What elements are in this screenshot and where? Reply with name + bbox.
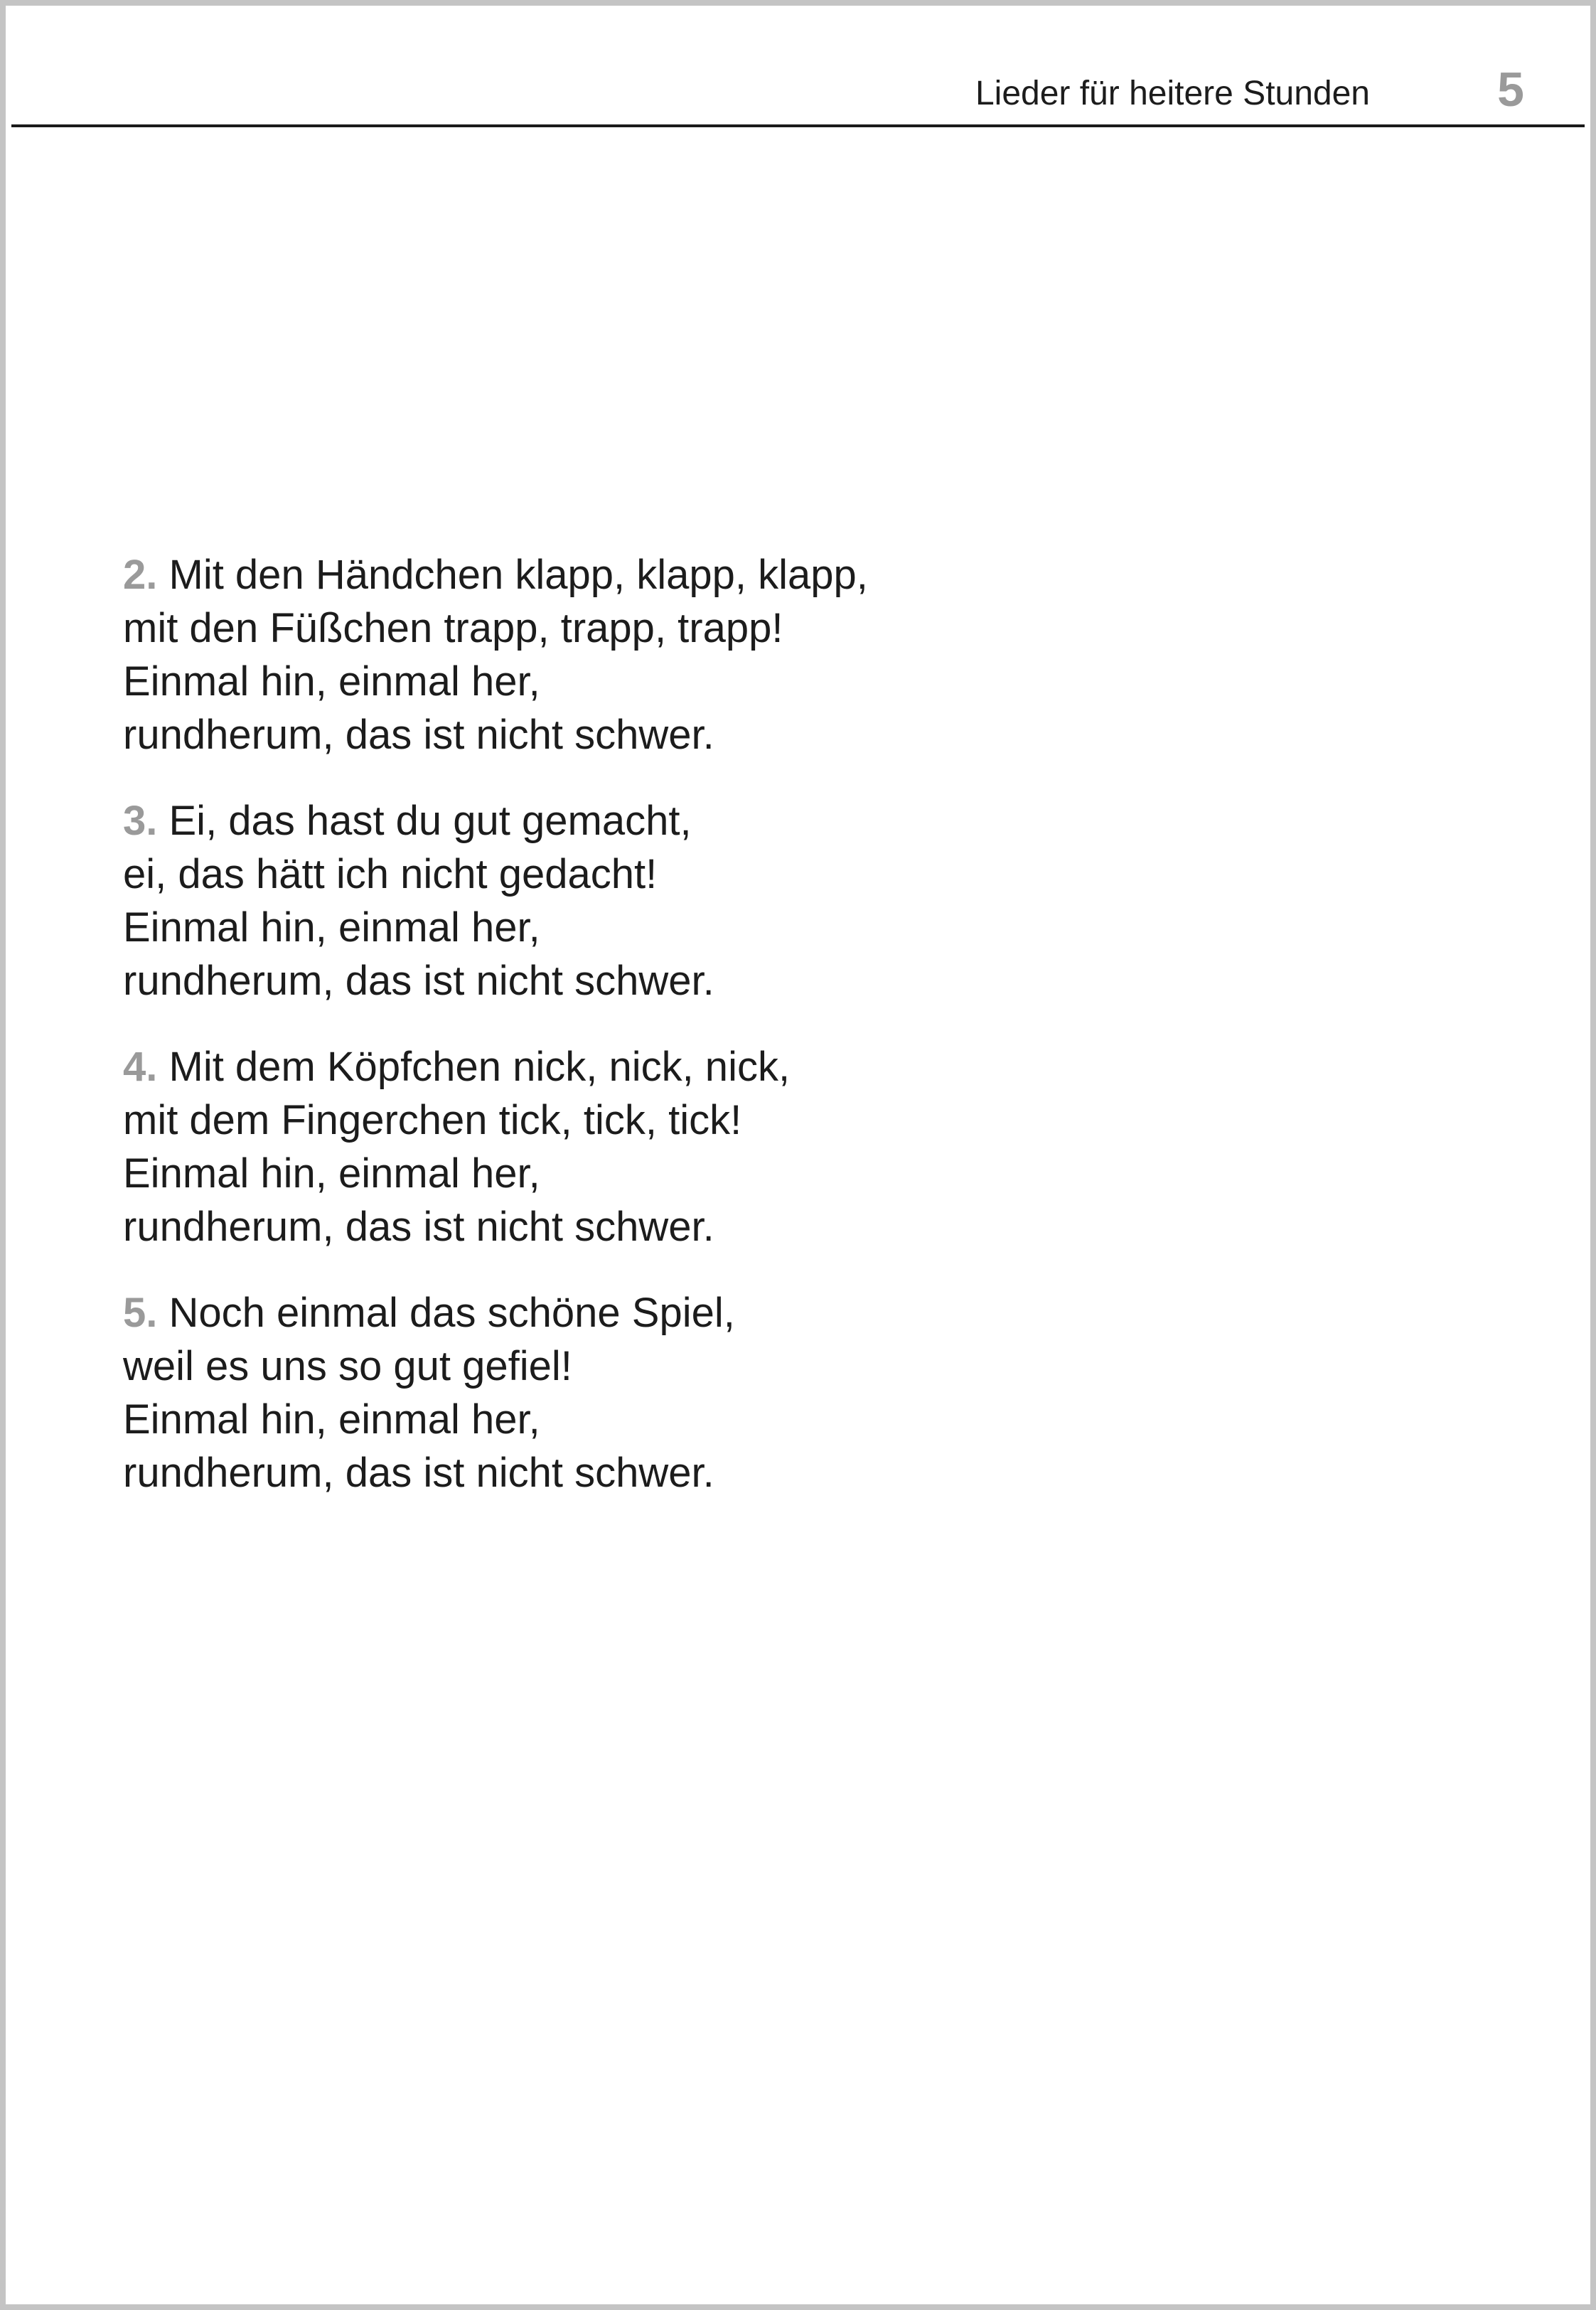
verse-line: rundherum, das ist nicht schwer. (123, 1204, 714, 1250)
verse-line: weil es uns so gut gefiel! (123, 1343, 572, 1389)
verse-3 (123, 794, 1403, 1007)
verse-line: Einmal hin, einmal her, (123, 1150, 540, 1197)
verse-line: mit den Füßchen trapp, trapp, trapp! (123, 605, 783, 651)
verse-number: 2. (123, 552, 158, 598)
verse-4 (123, 1040, 1403, 1253)
verse-line-text: Mit den Händchen klapp, klapp, klapp, (168, 552, 868, 598)
verse-number: 4. (123, 1044, 158, 1090)
verse-line: rundherum, das ist nicht schwer. (123, 1450, 714, 1496)
verse-number: 3. (123, 798, 158, 844)
verse-line-text: Mit dem Köpfchen nick, nick, nick, (168, 1044, 791, 1090)
verse-line-text: Noch einmal das schöne Spiel, (168, 1290, 735, 1336)
verse-line: Einmal hin, einmal her, (123, 904, 540, 951)
running-title: Lieder für heitere Stunden (975, 75, 1370, 112)
verse-number: 5. (123, 1290, 158, 1336)
lyrics-body (123, 548, 1403, 1532)
verse-line: rundherum, das ist nicht schwer. (123, 958, 714, 1004)
verse-line: rundherum, das ist nicht schwer. (123, 712, 714, 758)
page-number: 5 (1497, 63, 1524, 117)
verse-line (123, 794, 1403, 847)
verse-2 (123, 548, 1403, 761)
verse-line: ei, das hätt ich nicht gedacht! (123, 851, 658, 897)
verse-5 (123, 1286, 1403, 1499)
verse-line (123, 548, 1403, 601)
page-header (11, 6, 1585, 127)
verse-line-text: Ei, das hast du gut gemacht, (168, 798, 692, 844)
verse-line: Einmal hin, einmal her, (123, 1396, 540, 1443)
verse-line (123, 1286, 1403, 1340)
verse-line: mit dem Fingerchen tick, tick, tick! (123, 1097, 742, 1143)
verse-line (123, 1040, 1403, 1093)
verse-line: Einmal hin, einmal her, (123, 658, 540, 705)
